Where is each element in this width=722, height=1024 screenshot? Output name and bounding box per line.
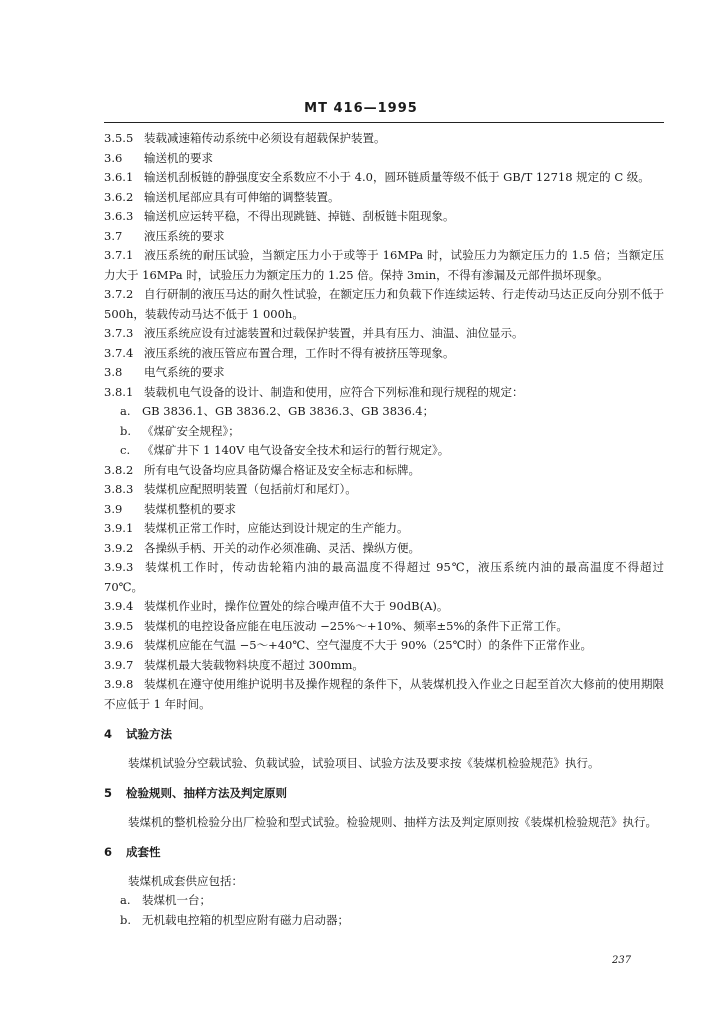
list-marker: a. <box>120 404 131 418</box>
clause-3-6-2 <box>104 188 664 208</box>
clause-3-9-1 <box>104 519 664 539</box>
clause-number: 3.6.2 <box>104 189 134 204</box>
section-title: 试验方法 <box>126 727 172 741</box>
clause-text: 装载机电气设备的设计、制造和使用，应符合下列标准和现行规程的规定： <box>144 384 524 399</box>
clause-number: 3.7.3 <box>104 326 134 340</box>
list-text: GB 3836.1、GB 3836.2、GB 3836.3、GB 3836.4； <box>142 404 435 418</box>
clause-text: 装煤机应能在气温 −5～+40℃、空气湿度不大于 90%（25℃时）的条件下正常作业。 <box>144 638 592 652</box>
list-text: 装煤机一台； <box>142 893 211 907</box>
clause-number: 3.8.2 <box>104 462 134 477</box>
clause-number: 3.9.8 <box>104 677 134 691</box>
clause-3-6-3 <box>104 207 664 227</box>
section-6-body: 装煤机成套供应包括： <box>128 873 243 888</box>
clause-number: 3.9.1 <box>104 521 134 535</box>
clause-text: 装载减速箱传动系统中必须设有超载保护装置。 <box>144 131 386 145</box>
header-rule <box>104 122 664 123</box>
clause-text: 装煤机正常工作时，应能达到设计规定的生产能力。 <box>144 521 409 535</box>
list-marker: c. <box>120 443 131 457</box>
clause-text: 输送机尾部应具有可伸缩的调整装置。 <box>144 189 340 204</box>
list-marker: a. <box>120 893 131 907</box>
list-item-c <box>104 441 664 461</box>
clause-3-9-2 <box>104 539 664 559</box>
section-number: 6 <box>104 845 113 859</box>
clause-text: 装煤机应配照明装置（包括前灯和尾灯）。 <box>144 482 357 496</box>
clause-text: 输送机刮板链的静强度安全系数应不小于 4.0，圆环链质量等级不低于 GB/T 12718 规定的 C 级。 <box>144 170 650 184</box>
section-title: 成套性 <box>126 845 161 859</box>
clause-number: 3.6.1 <box>104 170 134 184</box>
section-4-heading <box>104 725 664 745</box>
clause-number: 3.9.2 <box>104 540 134 555</box>
clause-number: 3.8.3 <box>104 482 134 496</box>
clause-3-8-1 <box>104 383 664 403</box>
clause-3-9-4 <box>104 597 664 617</box>
clause-text: 装煤机最大装载物料块度不超过 300mm。 <box>144 657 364 672</box>
clause-3-8-3 <box>104 480 664 500</box>
clause-3-9 <box>104 500 664 520</box>
section-6-item-a <box>104 891 664 911</box>
clause-3-5-5 <box>104 129 664 149</box>
clause-text: 液压系统的耐压试验，当额定压力小于或等于 16MPa 时，试验压力为额定压力的 1.5 倍；当额定压力大于 16MPa 时，试验压力为额定压力的 1.25 倍。保持 3min，不得有渗漏及元部件损坏现象。 <box>104 248 664 282</box>
section-number: 5 <box>104 786 113 800</box>
section-6-item-b <box>104 911 664 931</box>
clause-3-7-4 <box>104 344 664 364</box>
list-text: 无机载电控箱的机型应附有磁力启动器； <box>142 912 349 927</box>
clause-text: 装煤机整机的要求 <box>144 501 236 516</box>
clause-number: 3.5.5 <box>104 131 134 145</box>
clause-text: 液压系统应设有过滤装置和过载保护装置，并具有压力、油温、油位显示。 <box>144 326 524 340</box>
clause-text: 装煤机作业时，操作位置处的综合噪声值不大于 90dB(A)。 <box>144 599 449 613</box>
clause-text: 自行研制的液压马达的耐久性试验，在额定压力和负载下作连续运转、行走传动马达正反向分别不低于 500h，装载传动马达不低于 1 000h。 <box>104 287 664 321</box>
clause-3-9-6 <box>104 636 664 656</box>
list-text: 《煤矿安全规程》； <box>142 423 240 438</box>
list-item-b <box>104 422 664 442</box>
clause-number: 3.9.7 <box>104 657 134 672</box>
clause-text: 液压系统的液压管应布置合理，工作时不得有被挤压等现象。 <box>144 345 455 360</box>
document-body <box>104 129 664 930</box>
clause-number: 3.7.1 <box>104 248 134 262</box>
clause-3-7-2 <box>104 285 664 324</box>
section-5-heading <box>104 784 664 804</box>
document-header: MT 416—1995 <box>304 101 418 116</box>
clause-text: 装煤机的电控设备应能在电压波动 −25%～+10%、频率±5%的条件下正常工作。 <box>144 618 568 633</box>
clause-text: 电气系统的要求 <box>144 365 225 379</box>
clause-text: 装煤机在遵守使用维护说明书及操作规程的条件下，从装煤机投入作业之日起至首次大修前的使用期限不应低于 1 年时间。 <box>104 677 664 711</box>
section-5-body: 装煤机的整机检验分出厂检验和型式试验。检验规则、抽样方法及判定原则按《装煤机检验规范》执行。 <box>128 814 657 829</box>
clause-3-7-3 <box>104 324 664 344</box>
clause-text: 输送机应运转平稳，不得出现跳链、掉链、刮板链卡阻现象。 <box>144 209 455 223</box>
section-4-body: 装煤机试验分空载试验、负载试验，试验项目、试验方法及要求按《装煤机检验规范》执行。 <box>128 755 600 770</box>
list-item-a <box>104 402 664 422</box>
clause-number: 3.8 <box>104 365 123 379</box>
list-marker: b. <box>120 423 132 438</box>
clause-number: 3.8.1 <box>104 384 134 399</box>
clause-text: 所有电气设备均应具备防爆合格证及安全标志和标牌。 <box>144 462 420 477</box>
clause-text: 各操纵手柄、开关的动作必须准确、灵活、操纵方便。 <box>144 540 420 555</box>
list-text: 《煤矿井下 1 140V 电气设备安全技术和运行的暂行规定》。 <box>142 443 450 457</box>
clause-number: 3.9.6 <box>104 638 134 652</box>
clause-3-6 <box>104 149 664 169</box>
section-number: 4 <box>104 727 113 741</box>
clause-number: 3.9.5 <box>104 618 134 633</box>
clause-3-7 <box>104 227 664 247</box>
page-number: 237 <box>612 955 632 966</box>
clause-number: 3.6 <box>104 150 123 165</box>
clause-number: 3.9.4 <box>104 599 134 613</box>
clause-3-9-5 <box>104 617 664 637</box>
clause-number: 3.7.2 <box>104 287 134 301</box>
section-title: 检验规则、抽样方法及判定原则 <box>126 786 287 800</box>
clause-text: 液压系统的要求 <box>144 228 225 243</box>
clause-3-8-2 <box>104 461 664 481</box>
clause-number: 3.9 <box>104 501 123 516</box>
clause-3-9-3 <box>104 558 664 597</box>
clause-3-8 <box>104 363 664 383</box>
clause-3-9-8 <box>104 675 664 714</box>
clause-number: 3.6.3 <box>104 209 134 223</box>
clause-3-7-1 <box>104 246 664 285</box>
clause-text: 装煤机工作时，传动齿轮箱内油的最高温度不得超过 95℃，液压系统内油的最高温度不得超过 70℃。 <box>104 560 664 594</box>
clause-3-6-1 <box>104 168 664 188</box>
clause-text: 输送机的要求 <box>144 150 213 165</box>
clause-number: 3.7 <box>104 228 123 243</box>
section-6-heading <box>104 843 664 863</box>
clause-number: 3.7.4 <box>104 345 134 360</box>
clause-number: 3.9.3 <box>104 560 134 574</box>
clause-3-9-7 <box>104 656 664 676</box>
list-marker: b. <box>120 912 132 927</box>
